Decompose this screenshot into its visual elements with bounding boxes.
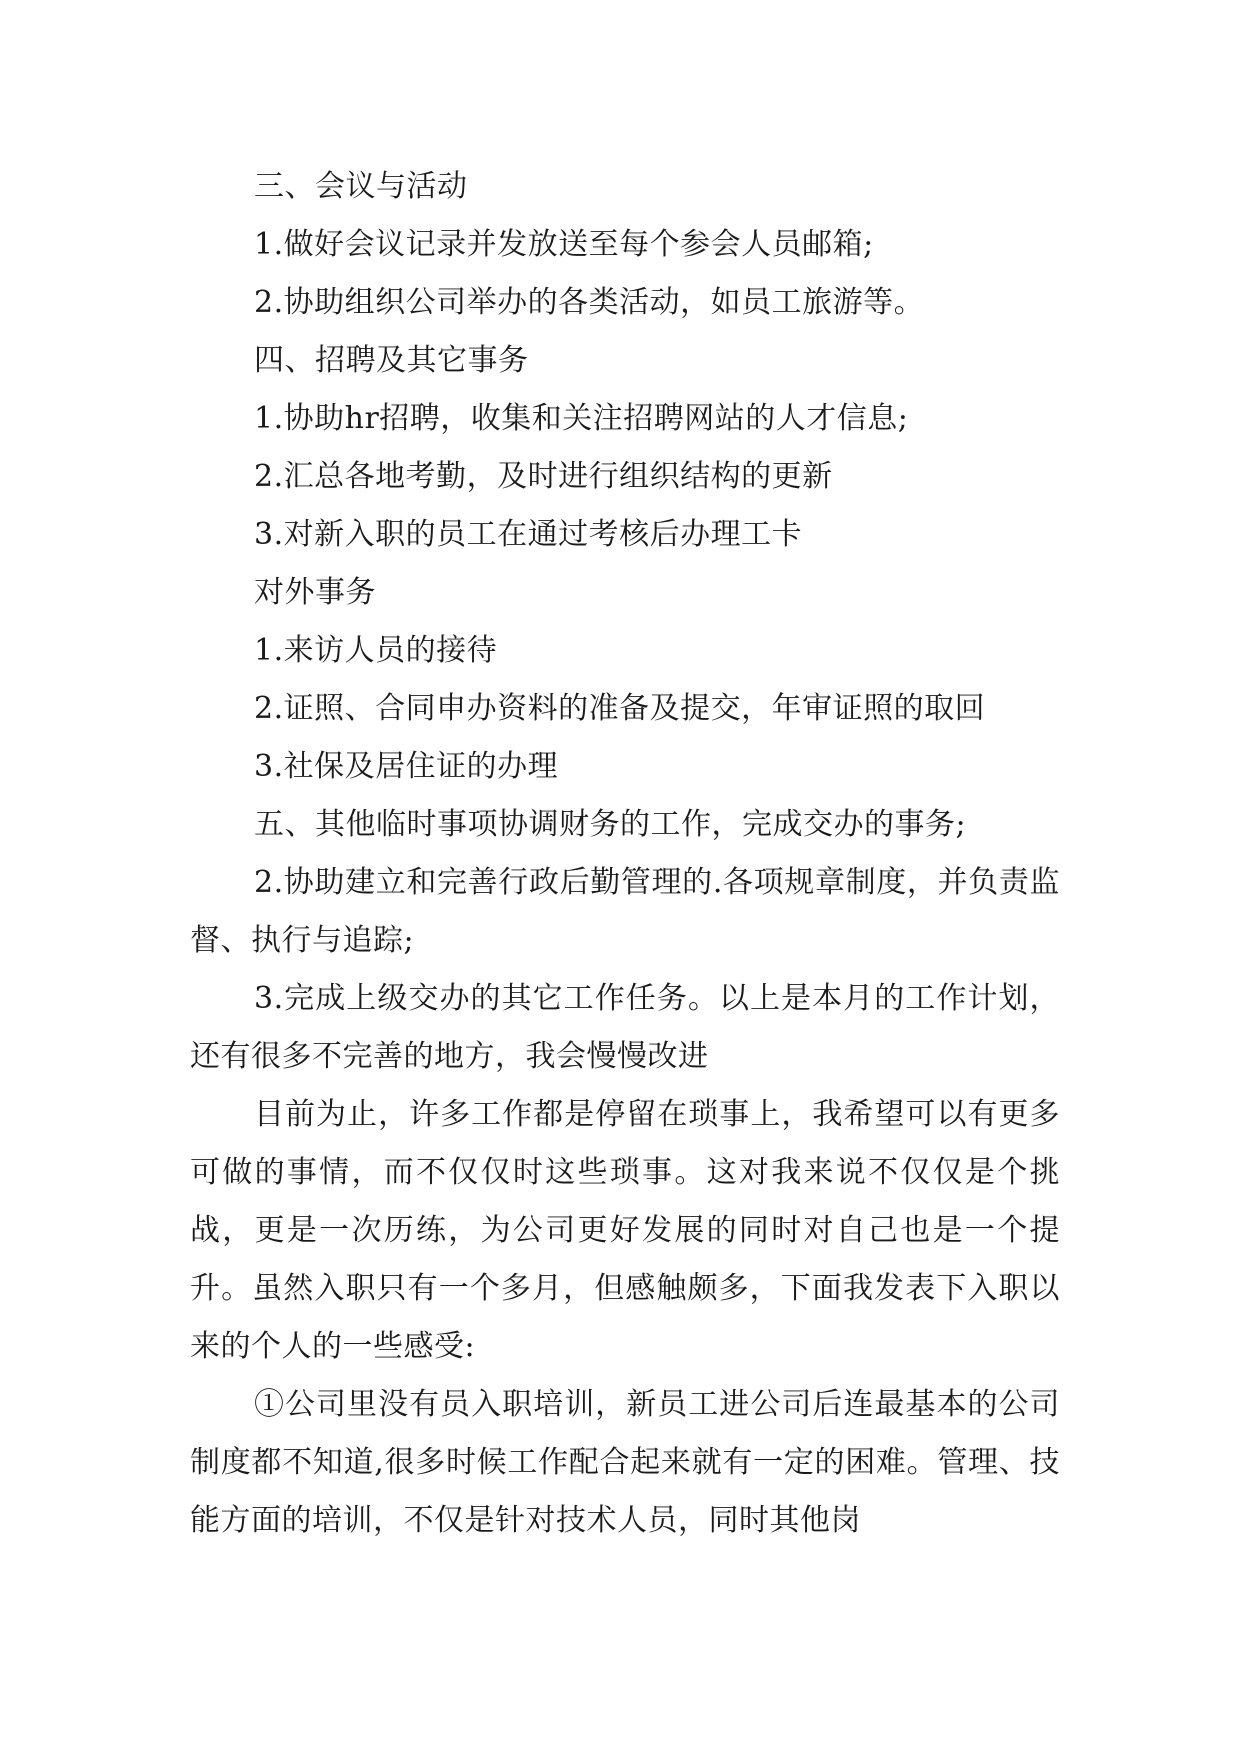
section-heading-meetings: 三、会议与活动	[254, 169, 468, 204]
body-paragraph: 目前为止，许多工作都是停留在琐事上，我希望可以有更多可做的事情，而不仅仅时这些琐事。这对我来说不仅仅是个挑战，更是一次历练，为公司更好发展的同时对自己也是一个提升。虽然入职只有一个多月，但感触颇多，下面我发表下入职以来的个人的一些感受:	[190, 1097, 1060, 1364]
list-item: 2.协助建立和完善行政后勤管理的.各项规章制度，并负责监督、执行与追踪;	[190, 865, 1060, 958]
list-item: 2.汇总各地考勤，及时进行组织结构的更新	[254, 459, 833, 494]
list-item: 1.来访人员的接待	[254, 633, 498, 668]
list-item: 1.协助hr招聘，收集和关注招聘网站的人才信息;	[254, 401, 909, 436]
list-item: 2.证照、合同申办资料的准备及提交，年审证照的取回	[254, 691, 986, 726]
section-heading-recruiting: 四、招聘及其它事务	[254, 343, 529, 378]
section-heading-external: 对外事务	[254, 575, 376, 610]
list-item: 3.社保及居住证的办理	[254, 749, 559, 784]
document-body	[190, 158, 1060, 1550]
list-item: 3.完成上级交办的其它工作任务。以上是本月的工作计划，还有很多不完善的地方，我会慢慢改进	[190, 981, 1060, 1074]
list-item: 1.做好会议记录并发放送至每个参会人员邮箱;	[254, 227, 874, 262]
list-item: 3.对新入职的员工在通过考核后办理工卡	[254, 517, 803, 552]
list-item: 2.协助组织公司举办的各类活动，如员工旅游等。	[254, 285, 925, 320]
body-paragraph: ①公司里没有员入职培训，新员工进公司后连最基本的公司制度都不知道,很多时候工作配合起来就有一定的困难。管理、技能方面的培训，不仅是针对技术人员，同时其他岗	[190, 1387, 1060, 1538]
section-heading-other: 五、其他临时事项协调财务的工作，完成交办的事务;	[254, 807, 967, 842]
